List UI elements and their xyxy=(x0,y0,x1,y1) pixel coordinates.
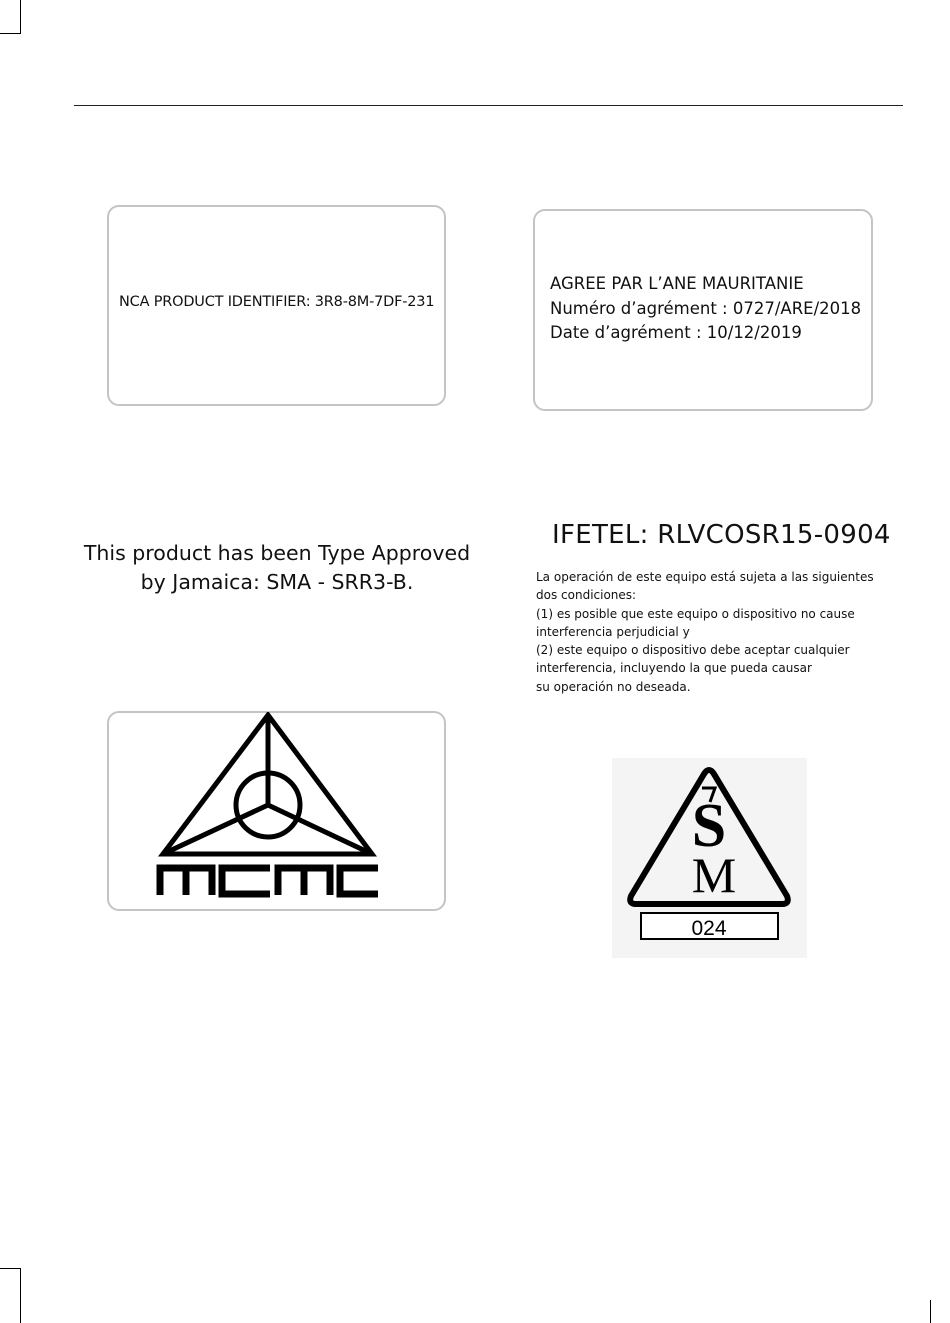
svg-text:S: S xyxy=(691,792,727,860)
nca-product-identifier: NCA PRODUCT IDENTIFIER: 3R8-8M-7DF-231 xyxy=(119,294,435,310)
sm-logo-number: 024 xyxy=(691,917,727,940)
crop-mark-bottom-left-vertical xyxy=(20,1268,21,1323)
mcmc-wordmark xyxy=(160,868,378,895)
ifetel-title: IFETEL: RLVCOSR15-0904 xyxy=(552,520,891,550)
jamaica-approval-text xyxy=(70,539,484,597)
crop-mark-top-left-vertical xyxy=(20,0,21,33)
mcmc-logo xyxy=(150,712,390,902)
mauritanie-line-3: Date d’agrément : 10/12/2019 xyxy=(550,323,802,342)
mauritanie-line-1: AGREE PAR L’ANE MAURITANIE xyxy=(550,274,804,293)
mauritanie-approval-text xyxy=(550,272,861,346)
ifetel-conditions: La operación de este equipo está sujeta a las siguientes dos condiciones: (1) es posible que este equipo o dispositivo no cause interferencia perjudicial y (2) este equipo o dispositivo debe aceptar cualquier interferencia, incluyendo la que pueda causar su operación no deseada. xyxy=(536,570,874,694)
jamaica-line-1: This product has been Type Approved xyxy=(83,541,471,565)
sm-approval-logo xyxy=(612,758,807,958)
crop-mark-bottom-right-vertical xyxy=(930,1300,931,1323)
header-rule xyxy=(74,105,903,106)
crop-mark-bottom-left-horizontal xyxy=(0,1268,21,1269)
mauritanie-line-2: Numéro d’agrément : 0727/ARE/2018 xyxy=(550,298,862,318)
svg-text:M: M xyxy=(691,847,737,903)
crop-mark-top-left-horizontal xyxy=(0,33,21,34)
jamaica-line-2: by Jamaica: SMA - SRR3-B. xyxy=(140,570,414,594)
